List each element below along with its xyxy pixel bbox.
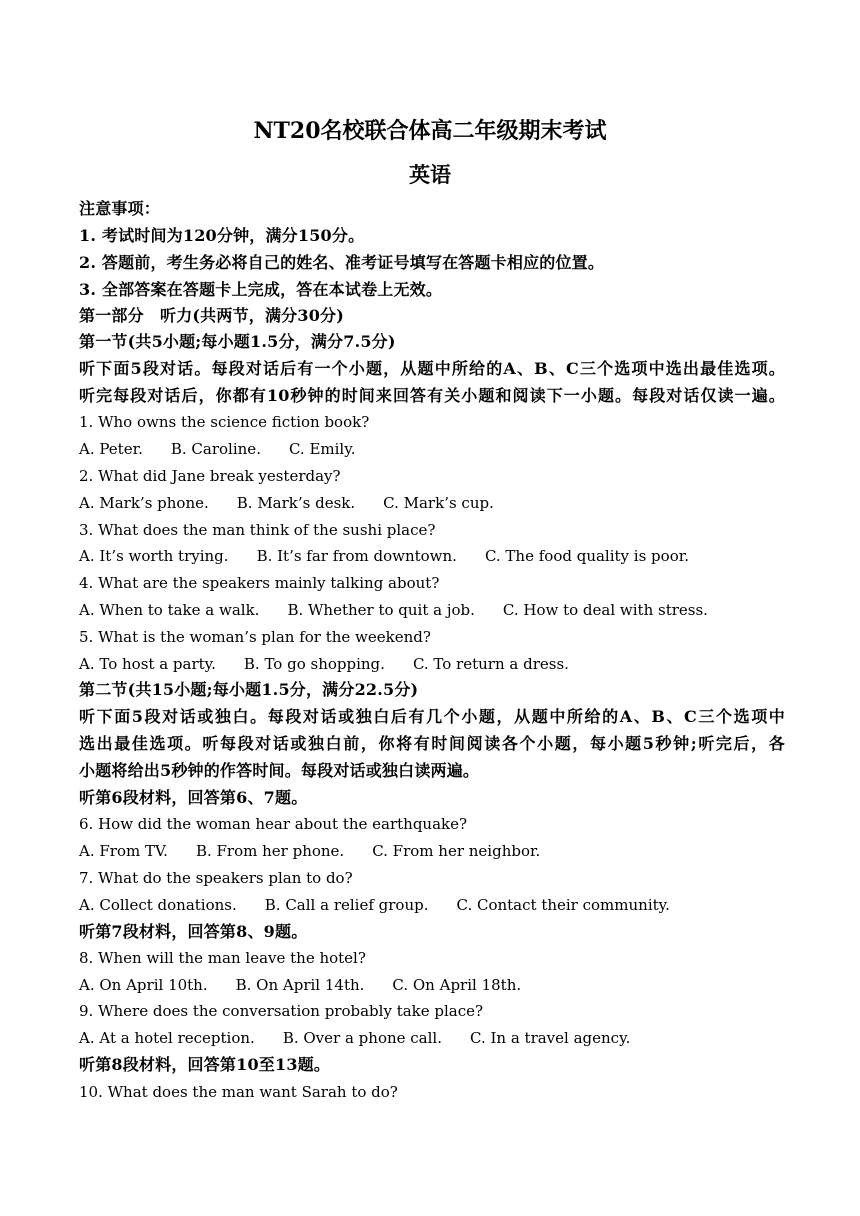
section2-instruction-2: 选出最佳选项。听每段对话或独白前，你将有时间阅读各个小题，每小题5秒钟;听完后，各 [79,734,785,753]
section1-instruction-2: 听完每段对话后，你都有10秒钟的时间来回答有关小题和阅读下一小题。每段对话仅读一遍。 [79,386,785,405]
option-b: B. From her phone. [195,842,345,860]
option-b: B. Call a relief group. [264,896,429,914]
option-c: C. On April 18th. [392,976,522,994]
question-6: 6. How did the woman hear about the earthquake? [79,815,468,833]
option-a: A. When to take a walk. [79,601,260,619]
option-b: B. Mark’s desk. [236,494,356,512]
question-9-options [79,1028,630,1048]
question-1: 1. Who owns the science fiction book? [79,413,370,431]
section1-title: 第一节(共5小题;每小题1.5分，满分7.5分) [79,332,396,351]
section2-instruction-3: 小题将给出5秒钟的作答时间。每段对话或独白读两遍。 [79,761,480,780]
question-4: 4. What are the speakers mainly talking about? [79,574,440,592]
option-b: B. Over a phone call. [282,1029,442,1047]
option-a: A. On April 10th. [79,976,208,994]
option-b: B. On April 14th. [235,976,365,994]
option-c: C. How to deal with stress. [502,601,708,619]
exam-title: NT20名校联合体高二年级期末考试 [253,118,607,144]
option-a: A. To host a party. [79,655,216,673]
question-2: 2. What did Jane break yesterday? [79,467,341,485]
question-3-options [79,546,689,566]
question-5: 5. What is the woman’s plan for the weekend? [79,628,431,646]
option-c: C. In a travel agency. [470,1029,631,1047]
option-b: B. It’s far from downtown. [256,547,457,565]
question-1-options [79,439,355,459]
option-b: B. Caroline. [170,440,261,458]
section1-instruction-1: 听下面5段对话。每段对话后有一个小题，从题中所给的A、B、C三个选项中选出最佳选项。 [79,359,785,378]
section2-title: 第二节(共15小题;每小题1.5分，满分22.5分) [79,680,419,699]
question-6-options [79,841,540,861]
option-a: A. Peter. [79,440,143,458]
option-c: C. The food quality is poor. [484,547,690,565]
question-8-options [79,975,521,995]
option-a: A. From TV. [79,842,168,860]
material-8-heading: 听第8段材料，回答第10至13题。 [79,1055,331,1074]
option-c: C. From her neighbor. [372,842,541,860]
notes-header: 注意事项： [79,199,161,218]
subject-title: 英语 [409,162,451,187]
question-4-options [79,600,708,620]
question-7: 7. What do the speakers plan to do? [79,869,353,887]
question-5-options [79,654,569,674]
option-a: A. At a hotel reception. [79,1029,255,1047]
section2-instruction-1: 听下面5段对话或独白。每段对话或独白后有几个小题，从题中所给的A、B、C三个选项中 [79,707,785,726]
option-b: B. To go shopping. [243,655,385,673]
material-7-heading: 听第7段材料，回答第8、9题。 [79,922,308,941]
option-a: A. Mark’s phone. [79,494,209,512]
question-9: 9. Where does the conversation probably take place? [79,1002,484,1020]
part1-title: 第一部分 听力(共两节，满分30分) [79,306,345,325]
note-3: 3. 全部答案在答题卡上完成，答在本试卷上无效。 [79,280,443,299]
question-7-options [79,895,670,915]
option-c: C. To return a dress. [412,655,569,673]
option-a: A. Collect donations. [79,896,237,914]
option-c: C. Contact their community. [456,896,670,914]
question-8: 8. When will the man leave the hotel? [79,949,366,967]
option-a: A. It’s worth trying. [79,547,229,565]
material-6-heading: 听第6段材料，回答第6、7题。 [79,788,308,807]
option-c: C. Emily. [288,440,356,458]
question-2-options [79,493,494,513]
option-c: C. Mark’s cup. [383,494,494,512]
question-10: 10. What does the man want Sarah to do? [79,1083,398,1101]
note-1: 1. 考试时间为120分钟，满分150分。 [79,226,365,245]
option-b: B. Whether to quit a job. [287,601,475,619]
question-3: 3. What does the man think of the sushi place? [79,521,436,539]
note-2: 2. 答题前，考生务必将自己的姓名、准考证号填写在答题卡相应的位置。 [79,253,605,272]
